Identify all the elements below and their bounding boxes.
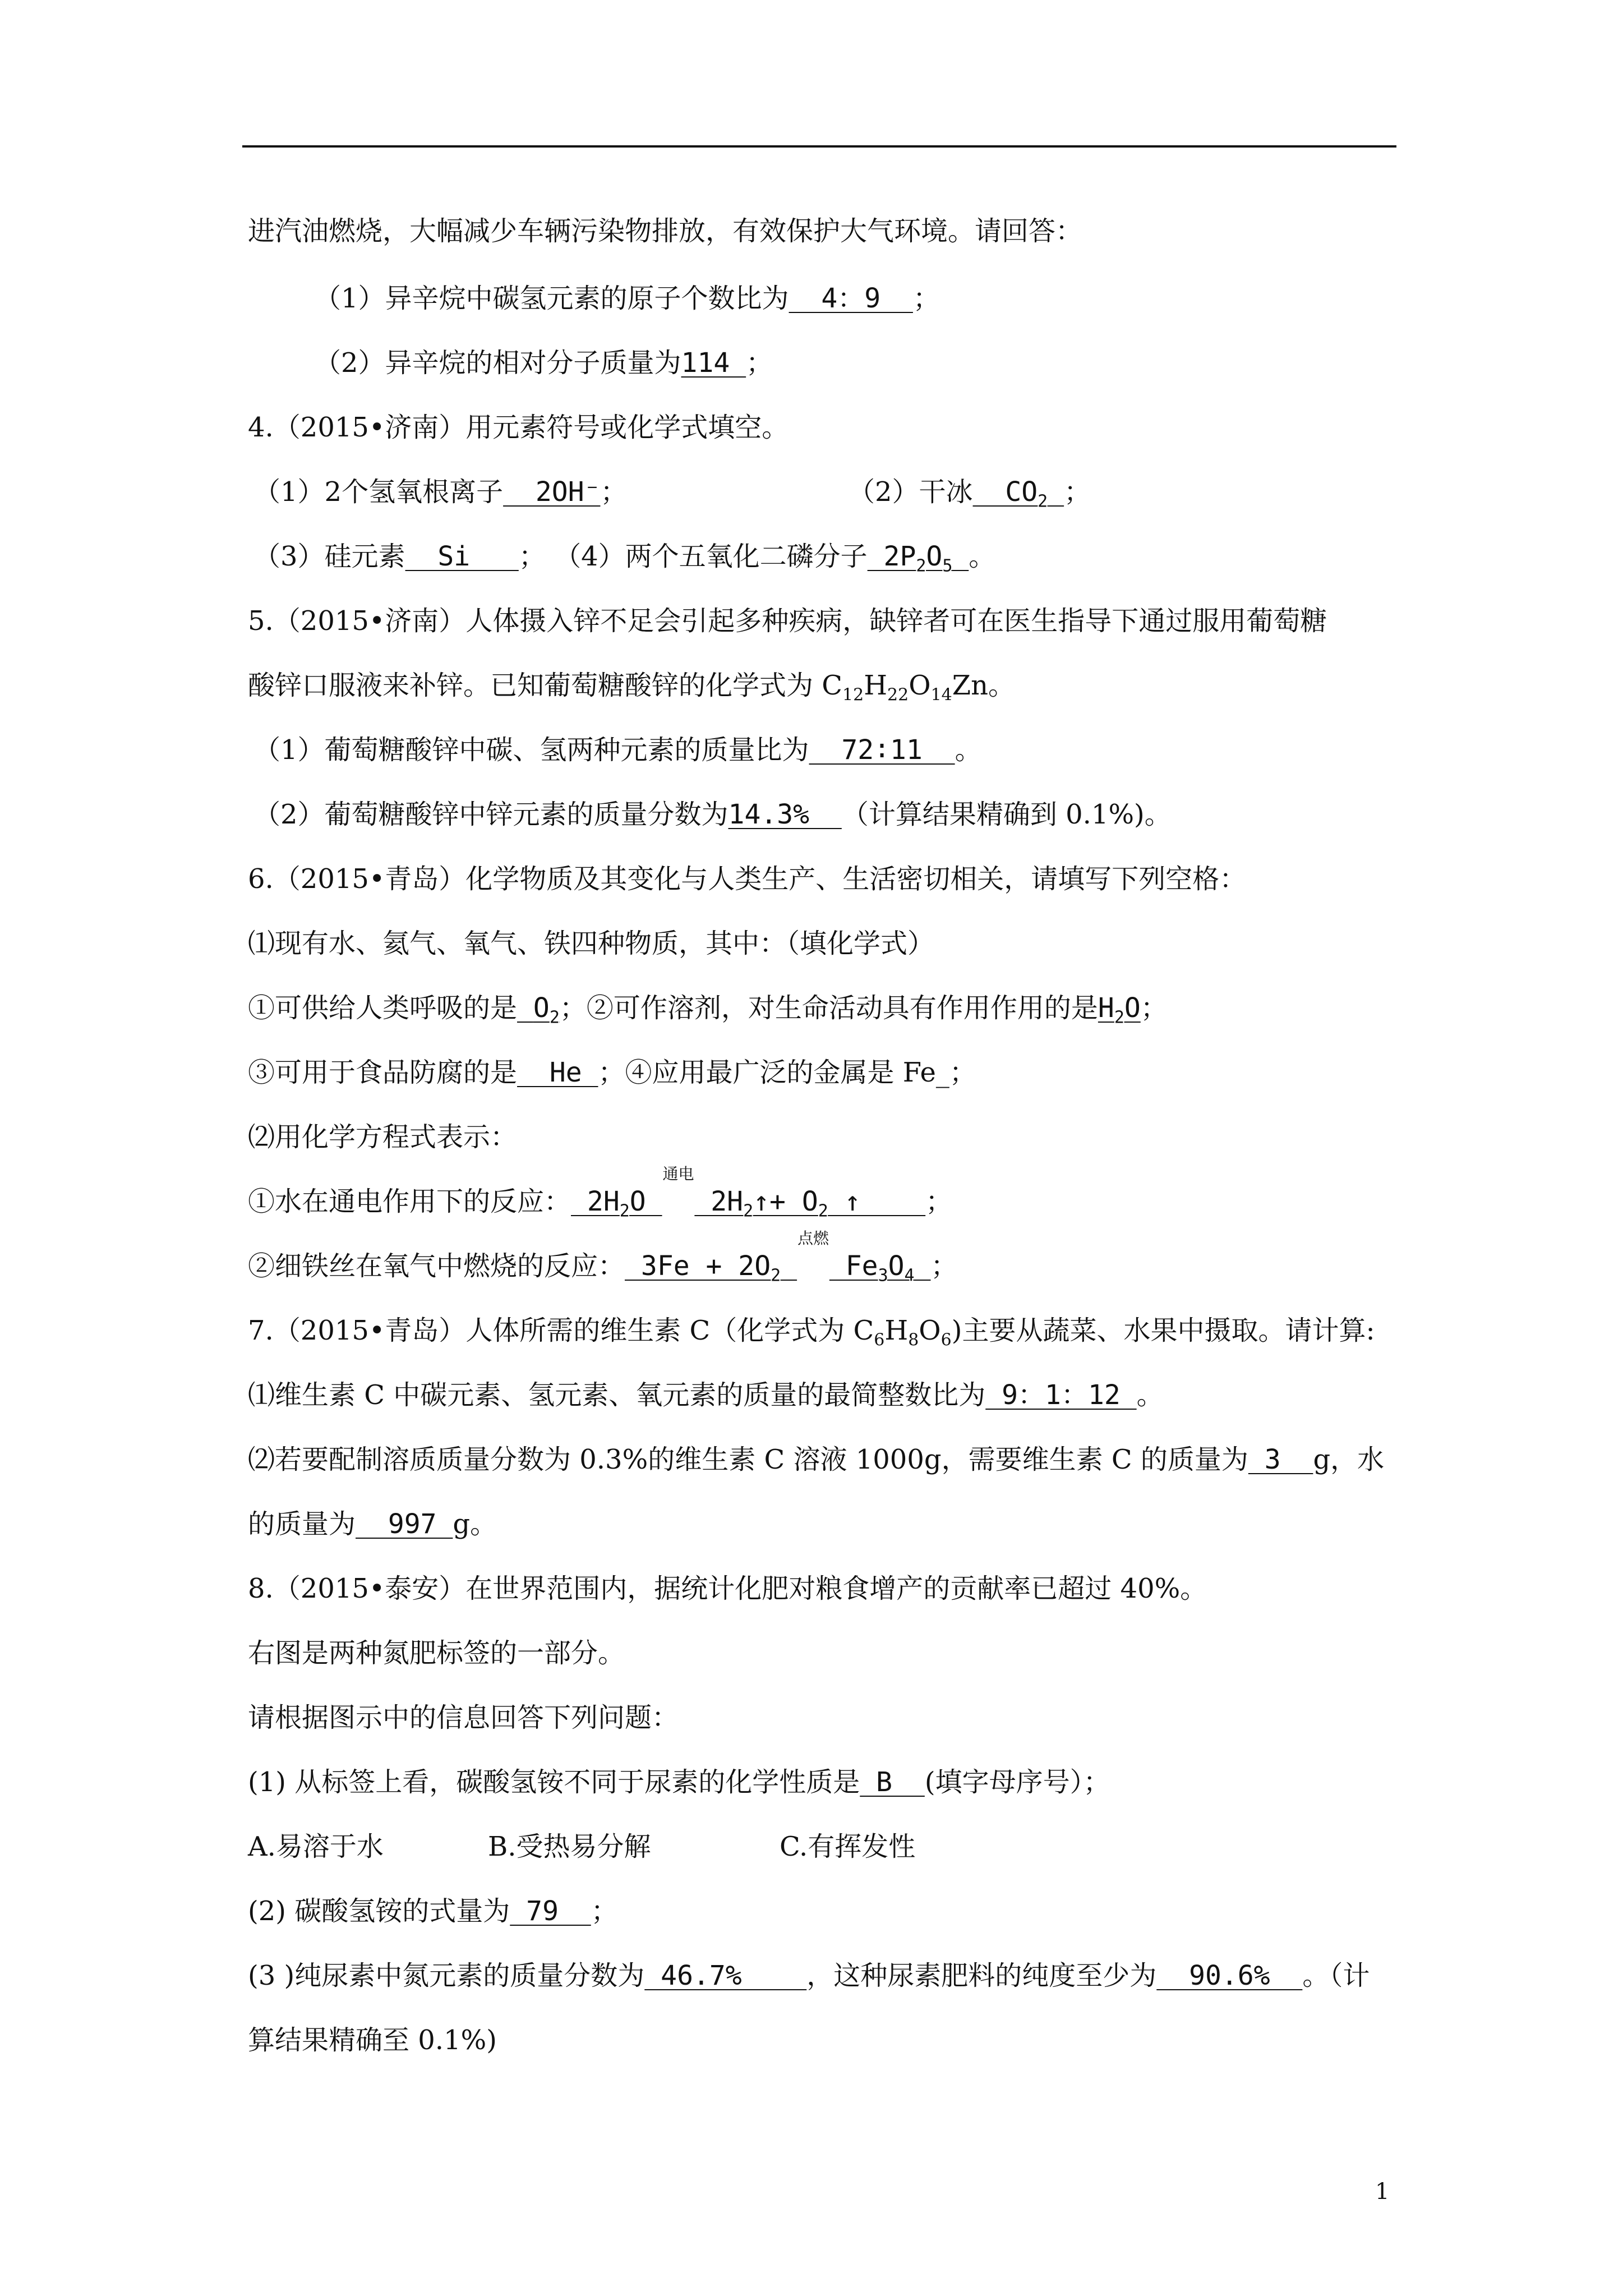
page-number: 1 [1375,2179,1390,2205]
subscript: 2 [771,1266,781,1286]
answer-blank: 14.3% [728,799,842,830]
answer-blank: 3 [1248,1444,1313,1475]
line-text: ； [1140,992,1168,1024]
question-line [848,475,1091,512]
line-text: ，这种尿素肥料的纯度至少为 [806,1960,1157,1991]
line-text: 。 [955,734,982,766]
answer-text [1048,476,1064,508]
line-text: ⑵用化学方程式表示： [248,1121,518,1153]
subscript: 2 [1038,491,1048,512]
answer-text: CO [972,476,1038,508]
text-line [248,2023,497,2057]
condition-label: 点燃 [797,1229,829,1248]
question-line [314,282,940,315]
question-line [248,1378,1164,1412]
option-c: C.有挥发性 [780,1831,916,1862]
text-line [248,1701,679,1734]
header-rule [242,145,1396,148]
subscript: 6 [940,1330,952,1350]
subscript: 2 [916,556,926,576]
option-a: A.易溶于水 [248,1831,384,1862]
line-text: 。（计 [1302,1960,1370,1991]
question-line [248,1765,1110,1799]
question-heading [248,862,1246,896]
subscript: 3 [878,1266,888,1286]
text-line [248,1120,517,1154]
line-text: （计算结果精确到 0.1%)。 [841,799,1172,830]
line-text: 4.（2015•济南）用元素符号或化学式填空。 [248,412,789,443]
answer-text: 2H [571,1186,620,1217]
subscript: 8 [908,1330,919,1350]
line-text: 算结果精确至 0.1%) [248,2024,497,2056]
line-text: 5.（2015•济南）人体摄入锌不足会引起多种疾病，缺锌者可在医生指导下通过服用葡萄糖 [248,605,1327,637]
line-text: 8.（2015•泰安）在世界范围内，据统计化肥对粮食增产的贡献率已超过 40%。 [248,1573,1207,1604]
option-line [488,1830,651,1864]
question-line [248,1056,976,1089]
question-line [314,346,773,380]
line-text: 。 [1136,1379,1164,1411]
question-line [248,1507,497,1541]
answer-blank: 114 [681,347,746,379]
answer-blank: 79 [510,1895,591,1927]
line-text: H [884,1315,909,1346]
line-text: ①水在通电作用下的反应： [248,1186,571,1217]
line-text: ； [930,1250,958,1282]
subscript: 2 [549,1007,560,1028]
line-text: 请根据图示中的信息回答下列问题： [248,1702,679,1733]
answer-blank: 90.6% [1156,1960,1303,1991]
question-line [248,1959,1370,1993]
subscript: 2 [818,1201,828,1221]
question-line [248,1443,1384,1476]
line-text: （1）2个氢氧根离子 [253,476,504,508]
answer-blank [1098,992,1141,1028]
answer-text: O [629,1186,662,1217]
line-text: ⑴维生素 C 中碳元素、氢元素、氧元素的质量的最简整数比为 [248,1379,986,1411]
option-line [248,1830,384,1864]
text-line [248,214,1082,248]
line-text: H [864,670,888,701]
line-text: ； [1064,476,1091,508]
answer-blank [571,1165,926,1221]
line-text: g。 [453,1508,497,1540]
question-line [248,991,1168,1028]
line-text: 。 [969,541,996,572]
answer-blank: 72∶11 [809,734,955,766]
line-text: ⑵若要配制溶质质量分数为 0.3%的维生素 C 溶液 1000g，需要维生素 C 的质量为 [248,1444,1248,1475]
answer-text: O [926,541,943,572]
reaction-condition [797,1229,829,1283]
option-b: B.受热易分解 [488,1831,651,1862]
answer-text: H [1098,992,1114,1024]
subscript: 12 [842,685,864,705]
condition-label: 通电 [662,1165,694,1183]
answer-text: O [888,1250,905,1282]
text-line [248,669,1016,705]
line-text: 酸锌口服液来补锌。已知葡萄糖酸锌的化学式为 C [248,670,842,701]
answer-blank: Si [405,541,519,572]
answer-text [952,541,969,572]
answer-blank: 997 [356,1508,453,1540]
line-text: ； [591,1895,618,1927]
line-text: 的质量为 [248,1508,356,1540]
line-text: ； [746,347,773,379]
question-heading [248,604,1327,638]
line-text: Zn。 [952,670,1016,701]
subscript: 2 [619,1201,630,1221]
line-text: ； [600,476,628,508]
answer-blank: 2OH⁻ [503,476,601,508]
line-text: ； （4）两个五氧化二磷分子 [518,541,868,572]
line-text: （3）硅元素 [253,541,405,572]
answer-blank: He [517,1057,598,1088]
answer-text [781,1250,797,1282]
line-text: ①可供给人类呼吸的是 [248,992,518,1024]
equation-line [248,1165,953,1221]
option-line [780,1830,915,1864]
line-text: ③可用于食品防腐的是 [248,1057,518,1088]
line-text: O [919,1315,941,1346]
question-heading [248,1572,1207,1605]
subscript: 14 [930,685,952,705]
line-text: g，水 [1313,1444,1385,1475]
line-text: (2) 碳酸氢铵的式量为 [248,1895,510,1927]
answer-text: ↑ [828,1186,926,1217]
line-text: ⑴现有水、氦气、氧气、铁四种物质，其中：（填化学式） [248,928,935,959]
answer-blank [867,541,969,576]
question-line [253,540,996,576]
line-text: ；④应用最广泛的金属是 Fe_； [598,1057,976,1088]
subscript: 6 [874,1330,885,1350]
line-text: ； [912,283,940,314]
answer-text: ↑+ O [753,1186,818,1217]
subscript: 5 [942,556,953,576]
answer-text: 2P [867,541,916,572]
line-text: （2）葡萄糖酸锌中锌元素的质量分数为 [253,799,728,830]
answer-text: 3Fe + 2O [625,1250,771,1282]
answer-text: O [533,992,550,1024]
line-text: ； [925,1186,953,1217]
question-line [248,1894,618,1928]
answer-text: O [1124,992,1141,1024]
equation-line [248,1229,958,1286]
answer-text: Fe [829,1250,878,1282]
line-text: 右图是两种氮肥标签的一部分。 [248,1637,625,1669]
line-text: 进汽油燃烧，大幅减少车辆污染物排放，有效保护大气环境。请回答： [248,215,1083,247]
line-text: 6.（2015•青岛）化学物质及其变化与人类生产、生活密切相关，请填写下列空格： [248,863,1247,895]
question-line [253,733,982,767]
reaction-condition [662,1165,695,1218]
question-line [253,798,1172,831]
line-text: （1）葡萄糖酸锌中碳、氢两种元素的质量比为 [253,734,809,766]
line-text: (填字母序号）； [924,1766,1110,1798]
answer-blank [972,476,1064,512]
line-text: O [909,670,931,701]
answer-text [915,1250,931,1282]
line-text: ②细铁丝在氧气中燃烧的反应： [248,1250,625,1282]
subscript: 22 [887,685,909,705]
line-text: （1）异辛烷中碳氢元素的原子个数比为 [314,283,789,314]
line-text: (1) 从标签上看，碳酸氢铵不同于尿素的化学性质是 [248,1766,860,1798]
subscript: 2 [1114,1007,1124,1028]
answer-blank: 9：1：12 [985,1379,1137,1411]
line-text: )主要从蔬菜、水果中摄取。请计算: [951,1315,1375,1346]
line-text: ；②可作溶剂，对生命活动具有作用作用的是 [559,992,1098,1024]
line-text: （2）异辛烷的相对分子质量为 [314,347,681,379]
line-text: （2）干冰 [848,476,973,508]
line-text: 7.（2015•青岛）人体所需的维生素 C（化学式为 C [248,1315,874,1346]
answer-blank [517,992,560,1028]
subscript: 2 [743,1201,754,1221]
question-line [253,475,628,509]
subscript: 4 [904,1266,915,1286]
question-heading [248,411,789,444]
answer-blank: B [860,1766,925,1798]
answer-text: 2H [694,1186,744,1217]
answer-blank [625,1229,931,1286]
line-text: (3 )纯尿素中氮元素的质量分数为 [248,1960,645,1991]
text-line [248,927,934,960]
question-heading [248,1314,1375,1350]
answer-blank: 46.7% [644,1960,807,1991]
answer-blank: 4：9 [789,283,913,314]
text-line [248,1636,625,1670]
